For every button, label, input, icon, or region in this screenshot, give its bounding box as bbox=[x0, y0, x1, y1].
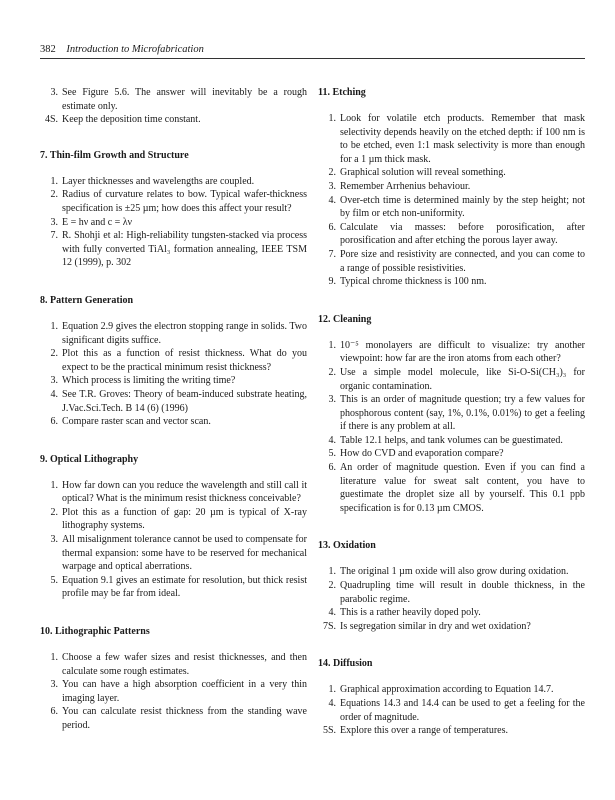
hint-text: Use a simple model molecule, like Si-O-Si(CH₃)₃ for organic contamination. bbox=[340, 366, 585, 392]
hint-list bbox=[40, 651, 307, 733]
hint-item bbox=[318, 166, 585, 180]
hint-number: 2. bbox=[50, 348, 58, 360]
hint-item bbox=[40, 479, 307, 506]
hint-text: Pore size and resistivity are connected, and you can come to a range of possible resistivities. bbox=[340, 248, 585, 274]
hint-number: 5. bbox=[50, 574, 58, 586]
hint-item bbox=[40, 705, 307, 732]
hint-text: Equation 9.1 gives an estimate for resolution, but thick resist profile may be far from ideal. bbox=[62, 574, 307, 600]
hint-item bbox=[318, 248, 585, 275]
hint-text: E = hν and c = λν bbox=[62, 216, 132, 228]
hint-text: See T.R. Groves: Theory of beam-induced substrate heating, J.Vac.Sci.Tech. B 14 (6) (1996) bbox=[62, 388, 307, 414]
hint-text: Typical chrome thickness is 100 nm. bbox=[340, 276, 487, 288]
hint-number: 1. bbox=[328, 566, 336, 578]
hint-number: 6. bbox=[328, 221, 336, 233]
hint-number: 4. bbox=[328, 607, 336, 619]
section-heading: 9. Optical Lithography bbox=[40, 453, 139, 465]
section-heading: 13. Oxidation bbox=[318, 540, 376, 552]
hint-text: You can calculate resist thickness from the standing wave period. bbox=[62, 706, 307, 731]
hint-text: Choose a few wafer sizes and resist thicknesses, and then calculate some rough estimates. bbox=[62, 652, 307, 677]
hint-text: Look for volatile etch products. Remember that mask selectivity depends heavily on the etched depth: if 100 nm is to be etched, even 1:1 mask selectivity is more than enough for a 1 µm thick mask. bbox=[340, 113, 585, 165]
hint-item bbox=[318, 112, 585, 166]
hint-item bbox=[40, 229, 307, 270]
running-header bbox=[40, 44, 585, 56]
hint-text: How far down can you reduce the wavelength and still call it optical? What is the minimum resist thickness conceivable? bbox=[62, 479, 307, 505]
hint-item bbox=[318, 447, 585, 461]
hint-number: 4. bbox=[328, 194, 336, 206]
hint-text: Table 12.1 helps, and tank volumes can be guestimated. bbox=[340, 434, 563, 446]
hint-number: 6. bbox=[50, 706, 58, 718]
hint-text: Explore this over a range of temperatures. bbox=[340, 725, 508, 737]
hint-text: R. Shohji et al: High-reliability tungsten-stacked via process with fully converted TiAl₃ formation annealing, IEEE TSM 12 (1999), p. 302 bbox=[62, 230, 307, 269]
hint-item bbox=[318, 194, 585, 221]
hint-number: 4. bbox=[328, 434, 336, 446]
hint-number: 3. bbox=[50, 87, 58, 98]
hint-number: 5. bbox=[328, 448, 336, 460]
hint-text: An order of magnitude question. Even if you can find a literature value for sweat salt content, you have to guestimate the droplet size all by yourself. This 0.1 ppb specification is for 0.13 µm CMOS. bbox=[340, 462, 585, 514]
hint-number: 5S. bbox=[322, 725, 336, 737]
hint-number: 1. bbox=[328, 339, 336, 351]
section-heading: 10. Lithographic Patterns bbox=[40, 626, 150, 638]
left-column bbox=[40, 86, 307, 757]
hint-number: 4. bbox=[50, 388, 58, 400]
hint-number: 6. bbox=[328, 462, 336, 474]
hint-text: Is segregation similar in dry and wet oxidation? bbox=[340, 620, 531, 632]
hint-list bbox=[40, 86, 307, 127]
answer-section bbox=[40, 149, 307, 270]
hint-number: 4. bbox=[328, 698, 336, 709]
hint-item bbox=[40, 533, 307, 574]
hint-item bbox=[318, 683, 585, 697]
hint-number: 1. bbox=[50, 175, 58, 187]
hint-number: 3. bbox=[50, 534, 58, 546]
section-heading: 8. Pattern Generation bbox=[40, 294, 134, 306]
hint-item bbox=[40, 113, 307, 127]
hint-text: This is a rather heavily doped poly. bbox=[340, 607, 481, 619]
hint-text: 10⁻⁵ monolayers are difficult to visualize: try another viewpoint: how far are the iron atoms from each other? bbox=[340, 339, 585, 365]
hint-text: Which process is limiting the writing time? bbox=[62, 375, 236, 387]
hint-number: 3. bbox=[50, 679, 58, 691]
hint-number: 2. bbox=[328, 580, 336, 592]
hint-item bbox=[318, 393, 585, 434]
hint-item bbox=[318, 606, 585, 620]
running-title: Introduction to Microfabrication bbox=[66, 44, 204, 55]
section-heading: 7. Thin-film Growth and Structure bbox=[40, 149, 189, 161]
hint-list bbox=[318, 683, 585, 737]
answer-section bbox=[40, 294, 307, 429]
hint-text: Remember Arrhenius behaviour. bbox=[340, 180, 471, 192]
page-number: 382 bbox=[40, 44, 56, 55]
hint-item bbox=[40, 320, 307, 347]
answer-section bbox=[318, 539, 585, 633]
hint-list bbox=[318, 112, 585, 289]
hint-text: Compare raster scan and vector scan. bbox=[62, 416, 211, 428]
hint-number: 1. bbox=[50, 479, 58, 491]
section-heading: 14. Diffusion bbox=[318, 658, 373, 670]
hint-item bbox=[318, 434, 585, 448]
hint-text: You can have a high absorption coefficient in a very thin imaging layer. bbox=[62, 679, 307, 704]
hint-text: The original 1 µm oxide will also grow during oxidation. bbox=[340, 566, 569, 578]
hint-text: All misalignment tolerance cannot be used to compensate for thermal expansion: some have to be reserved for mechanical warpage and optical aberrations. bbox=[62, 534, 307, 573]
hint-item bbox=[40, 415, 307, 429]
answer-section bbox=[40, 453, 307, 601]
hint-text: Graphical approximation according to Equation 14.7. bbox=[340, 684, 554, 696]
answer-section bbox=[318, 86, 585, 289]
hint-item bbox=[40, 216, 307, 230]
hint-item bbox=[40, 574, 307, 601]
hint-item bbox=[318, 461, 585, 515]
hint-number: 2. bbox=[328, 167, 336, 179]
hint-text: Plot this as a function of gap: 20 µm is typical of X-ray lithography systems. bbox=[62, 506, 307, 532]
hint-item bbox=[318, 697, 585, 724]
hint-text: Plot this as a function of resist thickness. What do you expect to be the practical minimum resist thickness? bbox=[62, 348, 307, 373]
right-column bbox=[318, 86, 585, 762]
hint-item bbox=[318, 565, 585, 579]
section-heading: 12. Cleaning bbox=[318, 313, 372, 325]
hint-number: 9. bbox=[328, 276, 336, 288]
hint-item bbox=[318, 339, 585, 366]
hint-number: 2. bbox=[50, 189, 58, 201]
hint-number: 2. bbox=[328, 366, 336, 378]
hint-item bbox=[318, 275, 585, 289]
hint-number: 3. bbox=[50, 375, 58, 387]
section-heading: 11. Etching bbox=[318, 87, 366, 98]
hint-text: Layer thicknesses and wavelengths are coupled. bbox=[62, 175, 255, 187]
hint-item bbox=[318, 366, 585, 393]
hint-text: Radius of curvature relates to bow. Typical wafer-thickness specification is ±25 µm; how does this affect your result? bbox=[62, 189, 307, 214]
hint-number: 4S. bbox=[44, 114, 58, 126]
hint-item bbox=[40, 388, 307, 415]
hint-number: 1. bbox=[328, 113, 336, 124]
hint-number: 3. bbox=[328, 180, 336, 192]
hint-item bbox=[40, 374, 307, 388]
answer-section bbox=[318, 657, 585, 737]
hint-item bbox=[40, 86, 307, 113]
hint-text: Quadrupling time will result in double thickness, in the parabolic regime. bbox=[340, 580, 585, 605]
hint-number: 1. bbox=[50, 320, 58, 332]
hint-text: How do CVD and evaporation compare? bbox=[340, 448, 504, 460]
hint-text: Calculate via masses: before porosification, after porosification and after etching the porous layer away. bbox=[340, 221, 585, 247]
hint-item bbox=[318, 579, 585, 606]
hint-item bbox=[40, 651, 307, 678]
hint-list bbox=[318, 339, 585, 516]
hint-list bbox=[40, 320, 307, 429]
header-rule bbox=[40, 58, 585, 59]
hint-text: See Figure 5.6. The answer will inevitably be a rough estimate only. bbox=[62, 87, 307, 112]
hint-list bbox=[40, 175, 307, 270]
hint-item bbox=[40, 506, 307, 533]
hint-item bbox=[40, 188, 307, 215]
hint-item bbox=[318, 724, 585, 738]
hint-item bbox=[318, 620, 585, 634]
hint-list bbox=[318, 565, 585, 633]
hint-text: Keep the deposition time constant. bbox=[62, 114, 201, 126]
hint-number: 1. bbox=[328, 684, 336, 696]
hint-number: 3. bbox=[328, 394, 336, 406]
hint-list bbox=[40, 479, 307, 601]
hint-number: 6. bbox=[50, 416, 58, 428]
hint-item bbox=[40, 678, 307, 705]
hint-number: 2. bbox=[50, 506, 58, 518]
answer-section bbox=[318, 313, 585, 516]
hint-text: This is an order of magnitude question; try a few values for phosphorous content (say, 1%, 0.1%, 0.01%) to get a feeling if there is any problem at all. bbox=[340, 394, 585, 433]
answer-section bbox=[40, 86, 307, 127]
hint-number: 1. bbox=[50, 652, 58, 664]
answer-section bbox=[40, 625, 307, 733]
hint-number: 7. bbox=[50, 230, 58, 242]
hint-text: Graphical solution will reveal something. bbox=[340, 167, 506, 179]
hint-number: 7S. bbox=[322, 620, 336, 632]
hint-text: Equation 2.9 gives the electron stopping range in solids. Two significant digits suffice. bbox=[62, 320, 307, 346]
hint-number: 7. bbox=[328, 248, 336, 260]
hint-item bbox=[318, 180, 585, 194]
hint-item bbox=[40, 175, 307, 189]
hint-text: Equations 14.3 and 14.4 can be used to get a feeling for the order of magnitude. bbox=[340, 698, 585, 723]
hint-item bbox=[318, 221, 585, 248]
hint-number: 3. bbox=[50, 216, 58, 228]
hint-item bbox=[40, 347, 307, 374]
hint-text: Over-etch time is determined mainly by the step height; not by film or etch non-uniformity. bbox=[340, 194, 585, 220]
